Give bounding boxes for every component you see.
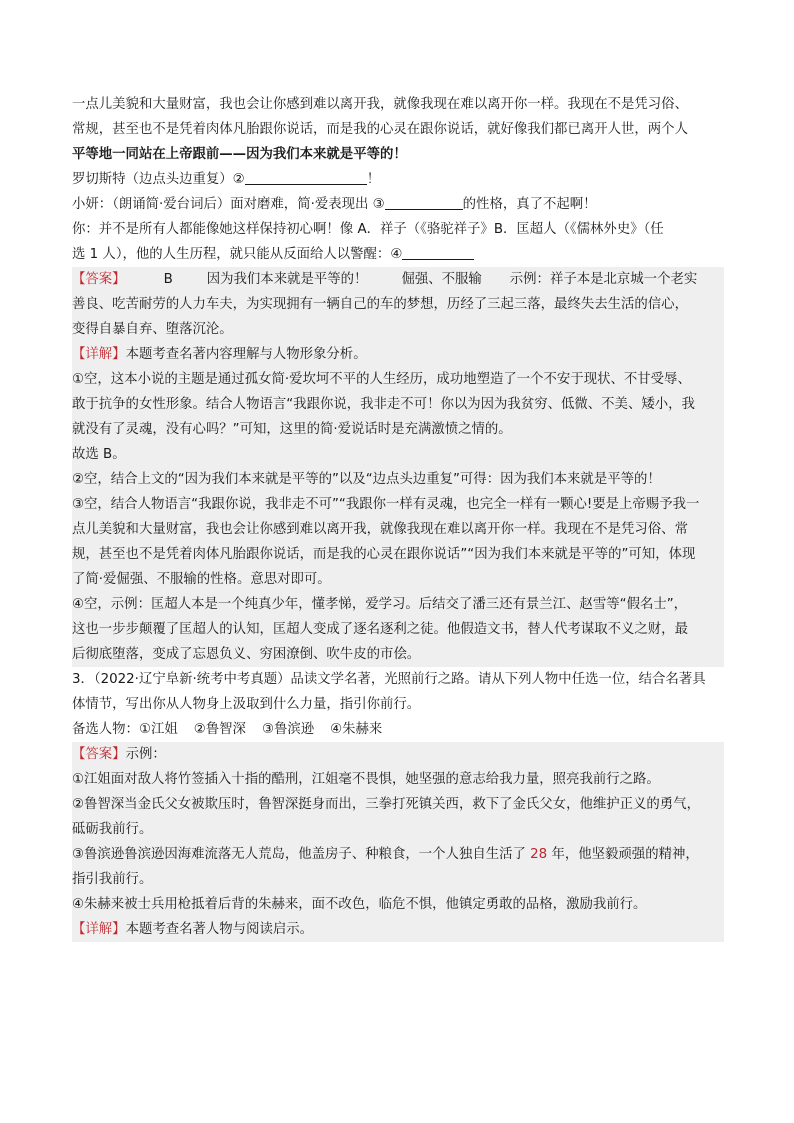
detail-line: ③空，结合人物语言“我跟你说，我非走不可”“我跟你一样有灵魂，也完全一样有一颗心!要是上帝赐予我一 — [72, 497, 700, 512]
question-continuation — [72, 92, 724, 267]
answer-line — [72, 742, 724, 767]
answer-line: ②鲁智深当金氏父女被欺压时，鲁智深挺身而出，三拳打死镇关西，救下了金氏父女，他维护正义的勇气， — [72, 797, 700, 812]
answer-line: 善良、吃苦耐劳的人力车夫，为实现拥有一辆自己的车的梦想，历经了三起三落，最终失去生活的信心， — [72, 297, 688, 312]
blank-4-prefix: 选 1 人），他的人生历程，就只能从反面给人以警醒：④ — [72, 247, 403, 262]
question-3 — [72, 667, 724, 742]
detail-block-1 — [72, 342, 724, 667]
blank-3-suffix: 的性格，真了不起啊！ — [462, 197, 597, 212]
detail-line: ②空，结合上文的“因为我们本来就是平等的”以及“边点头边重复”可得：因为我们本来就是平等的！ — [72, 472, 661, 487]
answer-line: 砥砺我前行。 — [72, 822, 153, 837]
answer-line — [72, 267, 724, 292]
detail-text: 本题考查名著人物与阅读启示。 — [125, 922, 314, 937]
answer-item-2: 因为我们本来就是平等的！ — [206, 272, 368, 287]
text-line: 平等地一同站在上帝跟前——因为我们本来就是平等的！ — [72, 147, 407, 162]
options-label: 备选人物： — [72, 722, 139, 737]
option-1: ①江姐 — [138, 722, 178, 737]
detail-line: 规，甚至也不是凭着肉体凡胎跟你说话，而是我的心灵在跟你说话”“因为我们本来就是平等的”可知，体现 — [72, 547, 696, 562]
text-line: 一点儿美貌和大量财富，我也会让你感到难以离开我，就像我现在难以离开你一样。我现在不是凭习俗、 — [72, 97, 688, 112]
detail-line: ④空，示例：匡超人本是一个纯真少年，懂孝悌，爱学习。后结交了潘三还有景兰江、赵雪等“假名士”， — [72, 597, 688, 612]
detail-intro — [72, 917, 724, 942]
detail-line: 后彻底堕落，变成了忘恩负义、穷困潦倒、吹牛皮的市侩。 — [72, 647, 421, 662]
answer-blank-3[interactable] — [385, 194, 463, 210]
detail-intro-text: 本题考查名著内容理解与人物形象分析。 — [125, 347, 367, 362]
answer-text: 年，他坚毅顽强的精神， — [547, 847, 699, 862]
answer-block-1 — [72, 267, 724, 342]
answer-tag: 【答案】 — [72, 747, 126, 762]
detail-line: 了简·爱倔强、不服输的性格。意思对即可。 — [72, 572, 331, 587]
text-line: 常规，甚至也不是凭着肉体凡胎跟你说话，而是我的心灵在跟你说话，就好像我们都已离开人世，两个人 — [72, 122, 688, 137]
detail-tag: 【详解】 — [72, 922, 126, 937]
answer-number: 28 — [530, 847, 548, 862]
answer-text: ③鲁滨逊鲁滨逊因海难流落无人荒岛，他盖房子、种粮食，一个人独自生活了 — [72, 847, 531, 862]
blank-3-line — [72, 192, 724, 217]
answer-line: ④朱赫来被士兵用枪抵着后背的朱赫来，面不改色，临危不惧，他镇定勇敢的品格，激励我前行。 — [72, 897, 647, 912]
detail-line: 点儿美貌和大量财富，我也会让你感到难以离开我，就像我现在难以离开你一样。我现在不是凭习俗、常 — [72, 522, 688, 537]
document-page — [72, 92, 724, 942]
detail-line: 这也一步步颠覆了匡超人的认知，匡超人变成了逐名逐利之徒。他假造文书，替人代考谋取不义之财，最 — [72, 622, 688, 637]
blank-2-line — [72, 167, 724, 192]
answer-line: ①江姐面对敌人将竹签插入十指的酷刑，江姐毫不畏惧，她坚强的意志给我力量，照亮我前行之路。 — [72, 772, 660, 787]
answer-blank-4[interactable] — [402, 244, 474, 260]
detail-line: 就没有了灵魂，没有心吗？”可知，这里的简·爱说话时是充满激愤之情的。 — [72, 422, 512, 437]
answer-line — [72, 842, 724, 867]
text-line: 你：并不是所有人都能像她这样保持初心啊！像 A．祥子（《骆驼祥子》B．匡超人（《儒林外史》（任 — [72, 222, 664, 237]
detail-tag: 【详解】 — [72, 347, 126, 362]
blank-4-line — [72, 242, 724, 267]
options-line — [72, 717, 724, 742]
detail-line: 故选 B。 — [72, 447, 126, 462]
answer-item-3: 倔强、不服输 — [401, 272, 482, 287]
answer-line: 变得自暴自弃、堕落沉沦。 — [72, 322, 233, 337]
blank-2-suffix: ！ — [366, 172, 381, 187]
answer-intro: 示例： — [125, 747, 166, 762]
answer-item-1: B — [163, 272, 173, 287]
answer-block-3 — [72, 742, 724, 942]
blank-3-prefix: 小妍：（朗诵简·爱台词后）面对磨难，简·爱表现出 ③ — [72, 197, 385, 212]
detail-line: 敢于抗争的女性形象。结合人物语言“我跟你说，我非走不可！你以为因为我贫穷、低微、不美、矮小，我 — [72, 397, 695, 412]
question-3-line: 体情节，写出你从人物身上汲取到什么力量，指引你前行。 — [72, 697, 421, 712]
question-3-line: 3．（2022·辽宁阜新·统考中考真题）品读文学名著，光照前行之路。请从下列人物中任选一位，结合名著具 — [72, 672, 706, 687]
option-2: ②鲁智深 — [193, 722, 246, 737]
detail-line: ①空，这本小说的主题是通过孤女简·爱坎坷不平的人生经历，成功地塑造了一个不安于现状、不甘受辱、 — [72, 372, 691, 387]
option-3: ③鲁滨逊 — [261, 722, 315, 737]
blank-2-prefix: 罗切斯特（边点头边重复）② — [72, 172, 245, 187]
option-4: ④朱赫来 — [330, 722, 383, 737]
detail-intro — [72, 342, 724, 367]
answer-item-4: 示例：祥子本是北京城一个老实 — [509, 272, 698, 287]
answer-line: 指引我前行。 — [72, 872, 153, 887]
answer-blank-2[interactable] — [245, 169, 367, 185]
answer-tag: 【答案】 — [72, 272, 126, 287]
